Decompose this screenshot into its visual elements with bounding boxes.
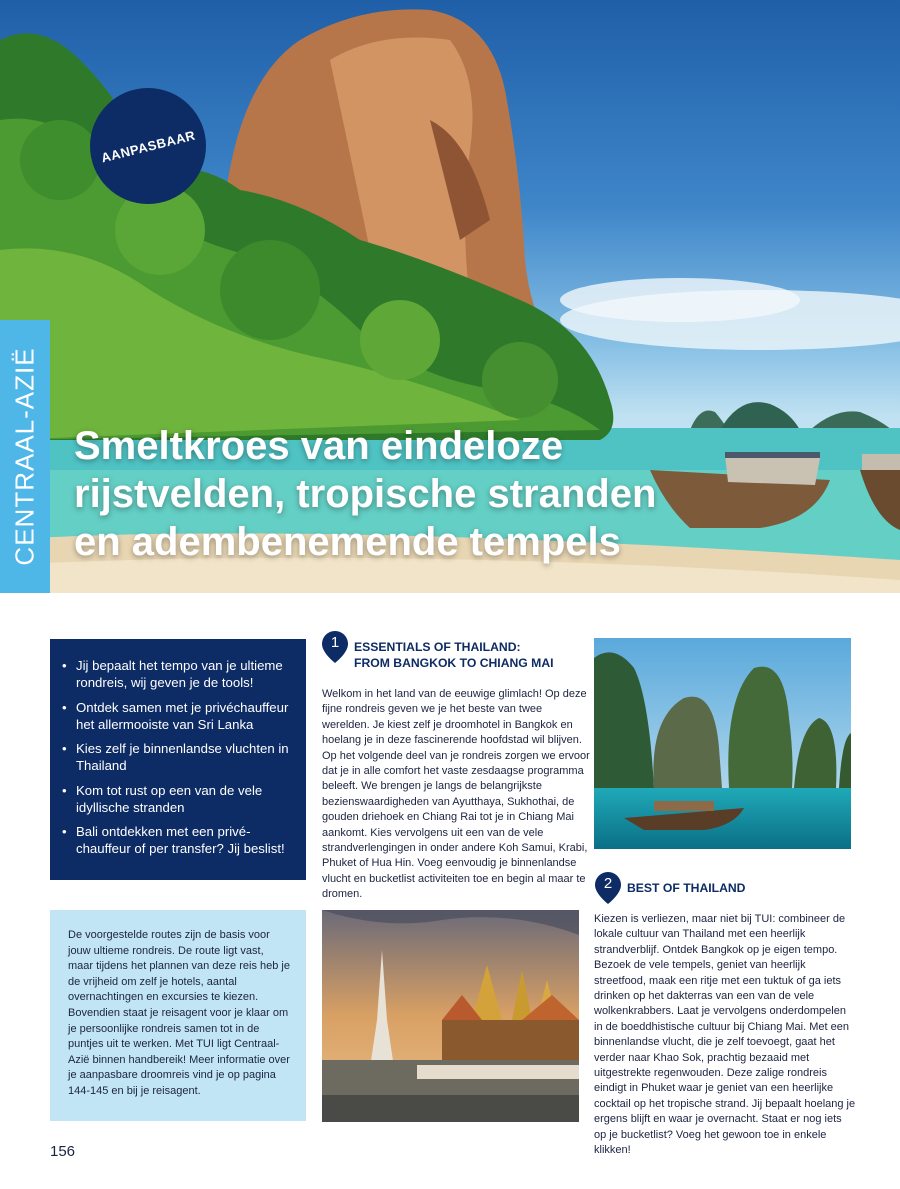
badge-label: AANPASBAAR [99,127,197,165]
section2-number: 2 [603,875,613,892]
headline-line: rijstvelden, tropische stranden [74,472,657,516]
section2-body: Kiezen is verliezen, maar niet bij TUI: combineer de lokale cultuur van Thailand met een heerlijk strandverblijf. Ontdek Bangkok op je eigen tempo. Bezoek de vele tempels, geniet van heerlijk streetfood, maak een ritje met een tuktuk of ga iets drinken op het dakterras van een van de vele wolkenkrabbers. Laat je vervolgens onderdompelen in de boeddhistische cultuur bij Chiang Mai. Met een binnenlandse vlucht, die je zelf toevoegt, gaat het verder naar Khao Sok, prachtig bezaaid met uitgestrekte regenwouden. Deze zalige rondreis eindigt in Phuket waar je geniet van een heerlijke cocktail op het tropische strand. Jij bepaalt hoelang je ergens blijft en waar je overnacht. Staat er nog iets op je bucketlist? Voeg het gewoon toe in enkele klikken! [594,913,856,1157]
info-text: De voorgestelde routes zijn de basis voor jouw ultieme rondreis. De route ligt vast, maar tijdens het plannen van deze reis heb je de vrijheid om zelf je hotels, aantal overnachtingen en excursies te kiezen. Bovendien staat je reisagent voor je klaar om je persoonlijke rondreis samen tot in de puntjes uit te werken. Met TUI ligt Centraal-Azië binnen handbereik! Meer informatie over je aanpasbare droomreis vind je op pagina 144-145 en bij je reisagent. [68,929,290,1097]
section2-title [627,880,745,896]
hero-image [0,0,900,593]
feature-item: • Kies zelf je binnenlandse vluchten in Thailand [62,740,292,774]
feature-item: • Bali ontdekken met een privé-chauffeur of per transfer? Jij beslist! [62,823,292,857]
temple-photo [322,910,579,1122]
section1-body: Welkom in het land van de eeuwige glimlach! Op deze fijne rondreis geven we je het beste van twee werelden. Je kiest zelf je droomhotel in Bangkok en hoelang je in deze fascinerende hoofdstad wil blijven. Op het volgende deel van je rondreis zorgen we ervoor dat je in alle comfort het vaste zesdaagse programma beleeft. We brengen je langs de belangrijkste bezienswaardigheden van Ayutthaya, Sukhothai, de gouden driehoek en Chiang Rai tot je in Chiang Mai aankomt. Kies vervolgens uit een van de vele strandverlengingen in onder andere Koh Samui, Krabi, Phuket of Hua Hin. Voeg eenvoudig je binnenlandse vlucht en bucketlist activiteiten toe en begin al maar te dromen. [322,688,590,901]
islands-illustration [594,638,851,849]
section1-title-line1: ESSENTIALS OF THAILAND: [354,640,521,654]
section2-title-text: BEST OF THAILAND [627,881,746,895]
region-label: CENTRAAL-AZIË [9,347,40,566]
headline-line: Smeltkroes van eindeloze [74,424,564,468]
section1-title [354,639,554,671]
feature-item: • Kom tot rust op een van de vele idyllische stranden [62,782,292,816]
page-number: 156 [50,1143,76,1160]
temple-illustration [322,910,579,1122]
headline-line: en adembenemende tempels [74,520,621,564]
features-list [62,657,292,857]
islands-photo [594,638,851,849]
feature-item: • Jij bepaalt het tempo van je ultieme rondreis, wij geven je de tools! [62,657,292,691]
section1-number: 1 [330,634,340,651]
page-title [74,422,834,566]
region-side-tab [0,320,50,593]
aanpasbaar-badge [90,88,206,204]
feature-item: • Ontdek samen met je privéchauffeur het allermooiste van Sri Lanka [62,699,292,733]
section1-title-line2: FROM BANGKOK TO CHIANG MAI [354,656,554,670]
features-box [50,639,306,880]
info-box [50,910,306,1121]
